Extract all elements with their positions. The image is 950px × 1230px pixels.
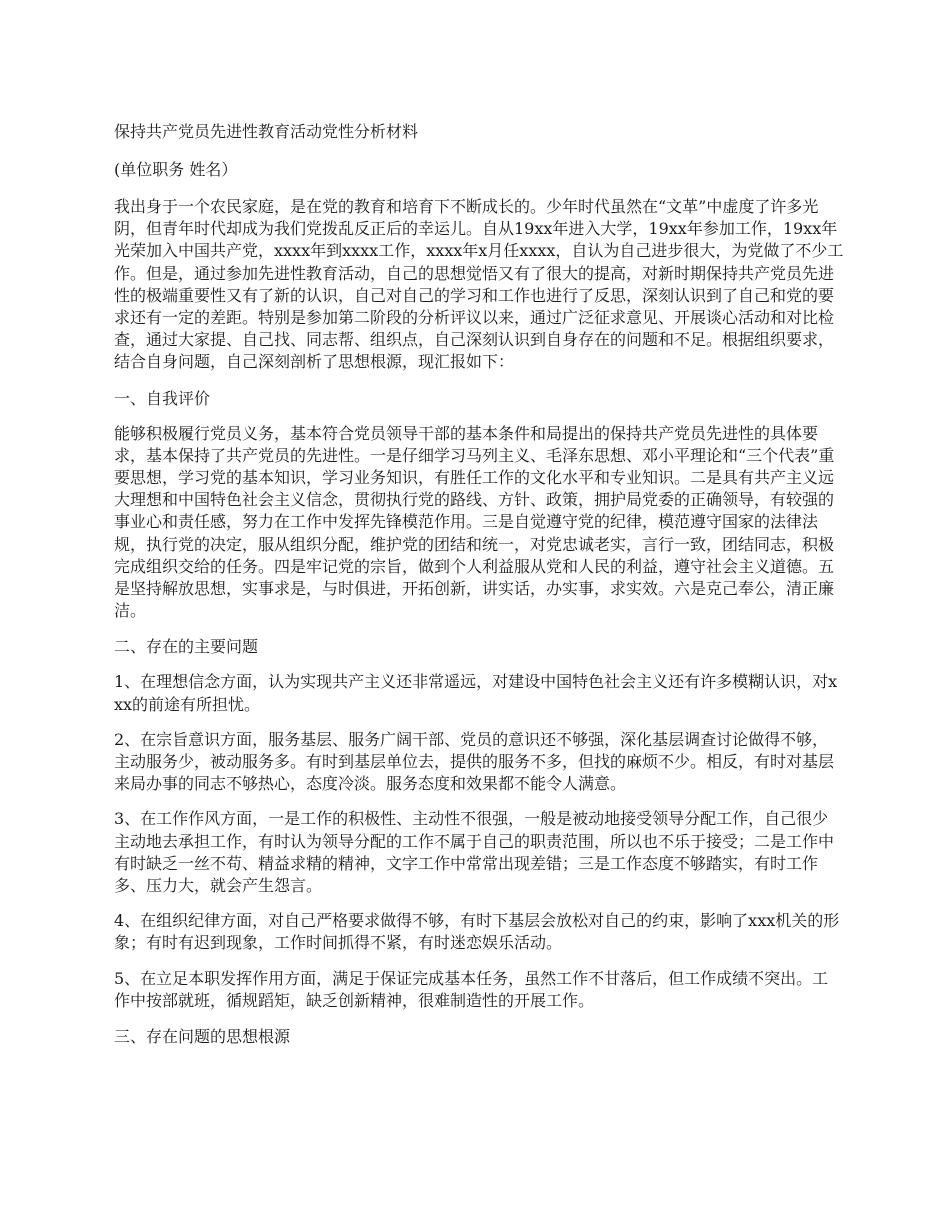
- section-heading-self-evaluation: 一、自我评价: [114, 388, 211, 408]
- problem-item: 4、在组织纪律方面，对自己严格要求做得不够，有时下基层会放松对自己的约束，影响了xxx机关的形象；有时有迟到现象，工作时间抓得不紧，有时迷恋娱乐活动。: [114, 911, 840, 953]
- self-evaluation-paragraph: 能够积极履行党员义务，基本符合党员领导干部的基本条件和局提出的保持共产党员先进性的具体要求，基本保持了共产党员的先进性。一是仔细学习马列主义、毛泽东思想、邓小平理论和“三个代表”重要思想，学习党的基本知识，学习业务知识，有胜任工作的文化水平和专业知识。二是具有共产主义远大理想和中国特色社会主义信念，贯彻执行党的路线、方针、政策，拥护局党委的正确领导，有较强的事业心和责任感，努力在工作中发挥先锋模范作用。三是自觉遵守党的纪律，模范遵守国家的法律法规，执行党的决定，服从组织分配，维护党的团结和统一，对党忠诚老实，言行一致，团结同志，积极完成组织交给的任务。四是牢记党的宗旨，做到个人利益服从党和人民的利益，遵守社会主义道德。五是坚持解放思想，实事求是，与时俱进，开拓创新，讲实话，办实事，求实效。六是克己奉公，清正廉洁。: [114, 423, 835, 621]
- problem-item: 5、在立足本职发挥作用方面，满足于保证完成基本任务，虽然工作不甘落后，但工作成绩不突出。工作中按部就班，循规蹈矩，缺乏创新精神，很难制造性的开展工作。: [114, 968, 829, 1010]
- section-heading-root-causes: 三、存在问题的思想根源: [114, 1027, 291, 1047]
- document-content: [114, 120, 844, 1061]
- problem-item: 3、在工作作风方面，一是工作的积极性、主动性不很强，一般是被动地接受领导分配工作，自己很少主动地去承担工作，有时认为领导分配的工作不属于自己的职责范围，所以也不乐于接受；二是工作中有时缺乏一丝不苟、精益求精的精神，文字工作中常常出现差错；三是工作态度不够踏实，有时工作多、压力大，就会产生怨言。: [114, 809, 835, 896]
- problem-item: 1、在理想信念方面，认为实现共产主义还非常遥远，对建设中国特色社会主义还有许多模糊认识，对xxx的前途有所担忧。: [114, 672, 838, 714]
- document-title: 保持共产党员先进性教育活动党性分析材料: [114, 122, 419, 141]
- author-line: (单位职务 姓名）: [114, 160, 238, 179]
- intro-paragraph: 我出身于一个农民家庭，是在党的教育和培育下不断成长的。少年时代虽然在“文革”中虚度了许多光阴，但青年时代却成为我们党拨乱反正后的幸运儿。自从19xx年进入大学，19xx年参加工作，19xx年光荣加入中国共产党，xxxx年到xxxx工作，xxxx年x月任xxxx，自认为自己进步很大，为党做了不少工作。但是，通过参加先进性教育活动，自己的思想觉悟又有了很大的提高，对新时期保持共产党员先进性的极端重要性又有了新的认识，自己对自己的学习和工作也进行了反思，深刻认识到了自己和党的要求还有一定的差距。特别是参加第二阶段的分析评议以来，通过广泛征求意见、开展谈心活动和对比检查，通过大家提、自己找、同志帮、组织点，自己深刻认识到自身存在的问题和不足。根据组织要求，结合自身问题，自己深刻剖析了思想根源，现汇报如下：: [114, 197, 844, 372]
- problem-item: 2、在宗旨意识方面，服务基层、服务广阔干部、党员的意识还不够强，深化基层调查讨论做得不够，主动服务少，被动服务多。有时到基层单位去，提供的服务不多，但找的麻烦不少。相反，有时对基层来局办事的同志不够热心，态度冷淡。服务态度和效果都不能令人满意。: [114, 729, 835, 794]
- section-heading-main-problems: 二、存在的主要问题: [114, 637, 259, 657]
